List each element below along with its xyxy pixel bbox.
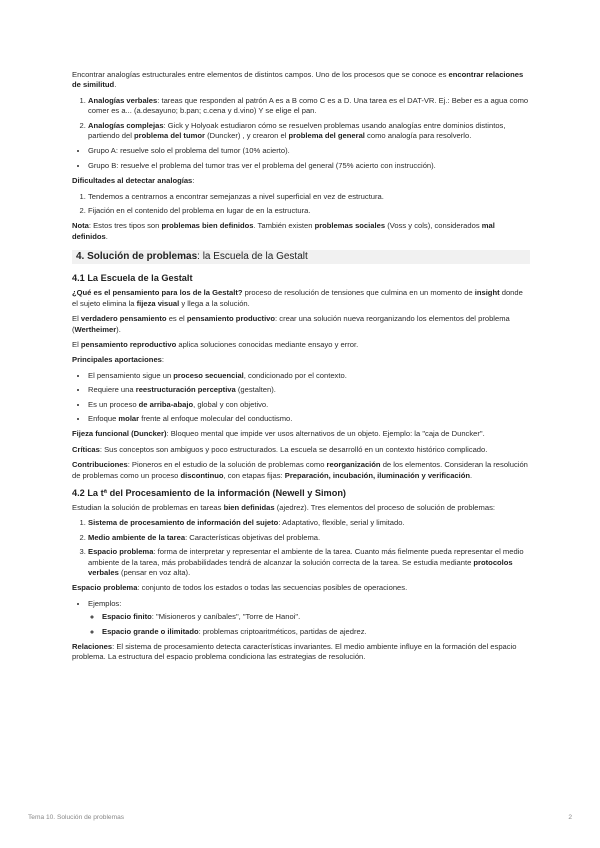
document-body (72, 70, 530, 668)
list-item: ◦ Espacio grande o ilimitado: problemas criptoaritméticos, partidas de ajedrez. (102, 627, 530, 637)
procesamiento-intro: Estudian la solución de problemas en tareas bien definidas (ajedrez). Tres elementos del proceso de solución de problemas: (72, 502, 495, 512)
dificultades-list (72, 192, 530, 217)
relaciones: Relaciones: El sistema de procesamiento detecta características invariantes. El medio ambiente influye en la formación del espacio problema. La estructura del espacio problema condiciona las estrategias de resolución. (72, 642, 517, 662)
intro-bold: encontrar relaciones de similitud (72, 70, 524, 90)
list-item: 1. Analogías verbales: tareas que responden al patrón A es a B como C es a D. Una tarea es el DAT-VR. Ej.: Beber es a agua como comer es a... (a.desayuno; b.pan; c.cena y d.vino) Y se elige el pan. (88, 96, 530, 117)
section-4-heading: 4. Solución de problemas: la Escuela de la Gestalt (72, 250, 530, 264)
procesamiento-list (72, 518, 530, 578)
list-item: 1. Tendemos a centrarnos a encontrar semejanzas a nivel superficial en vez de estructura. (88, 192, 530, 202)
ejemplos-sublist (88, 612, 530, 637)
list-item: • Requiere una reestructuración perceptiva (gestalten). (88, 385, 530, 395)
list-item: 2. Analogías complejas: Gick y Holyoak estudiaron cómo se resuelven problemas usando analogías entre dominios distintos, partiendo del problema del tumor (Duncker) , y crearon el problema del general como analogía para resolverlo. (88, 121, 530, 142)
analogias-list (72, 96, 530, 142)
espacio-problema: Espacio problema: conjunto de todos los estados o todas las secuencias posibles de operaciones. (72, 583, 408, 593)
list-item: • Grupo B: resuelve el problema del tumor tras ver el problema del general (75% acierto con instrucción). (88, 161, 530, 171)
list-item: • Enfoque molar frente al enfoque molecular del conductismo. (88, 414, 530, 424)
list-item: • Es un proceso de arriba-abajo, global y con objetivo. (88, 400, 530, 410)
footer-title: Tema 10. Solución de problemas (28, 814, 125, 821)
nota-paragraph: Nota: Estos tres tipos son problemas bien definidos. También existen problemas sociales (Voss y cols), considerados mal definidos. (72, 221, 495, 241)
aportaciones-heading: Principales aportaciones: (72, 355, 165, 365)
list-item: • Ejemplos: ◦ Espacio finito: "Misioneros y caníbales", "Torre de Hanoi". ◦ Espacio grande o ilimitado: problemas criptoaritméticos, partidas de ajedrez. (88, 599, 530, 637)
contribuciones: Contribuciones: Pioneros en el estudio de la solución de problemas como reorganización de los elementos. Consideran la resolución de problemas como un proceso discontinuo, con etapas fijas: Preparación, incubación, iluminación y verificación. (72, 460, 528, 480)
intro-paragraph: Encontrar analogías estructurales entre elementos de distintos campos. Uno de los procesos que se conoce es encontrar relaciones de similitud. (72, 70, 524, 90)
list-item: 1. Sistema de procesamiento de información del sujeto: Adaptativo, flexible, serial y limitado. (88, 518, 530, 528)
grupos-list (72, 146, 530, 171)
list-item: • El pensamiento sigue un proceso secuencial, condicionado por el contexto. (88, 371, 530, 381)
pensamiento-reproductivo: El pensamiento reproductivo aplica soluciones conocidas mediante ensayo y error. (72, 339, 359, 349)
ejemplos-list (72, 599, 530, 637)
section-4-2-heading: 4.2 La tª del Procesamiento de la información (Newell y Simon) (72, 487, 346, 498)
list-item: ◦ Espacio finito: "Misioneros y caníbales", "Torre de Hanoi". (102, 612, 530, 622)
fijeza-funcional: Fijeza funcional (Duncker): Bloqueo mental que impide ver usos alternativos de un objeto. Ejemplo: la "caja de Duncker". (72, 429, 485, 439)
dificultades-heading: Dificultades al detectar analogías: (72, 176, 195, 186)
verdadero-pensamiento: El verdadero pensamiento es el pensamiento productivo: crear una solución nueva reorganizando los elementos del problema (Wertheimer). (72, 314, 510, 334)
section-4-1-heading: 4.1 La Escuela de la Gestalt (72, 273, 193, 284)
list-item: 2. Fijación en el contenido del problema en lugar de en la estructura. (88, 206, 530, 216)
page-number: 2 (568, 814, 572, 821)
criticas: Críticas: Sus conceptos son ambiguos y poco estructurados. La escuela se desarrolló en un contexto histórico complicado. (72, 444, 488, 454)
aportaciones-list (72, 371, 530, 425)
list-item: • Grupo A: resuelve solo el problema del tumor (10% acierto). (88, 146, 530, 156)
list-item: 3. Espacio problema: forma de interpretar y representar el ambiente de la tarea. Cuanto más fielmente pueda representar el medio ambiente de la tarea, más probabilidades tendrá de alcanzar la solución correcta de la tarea. Se estudia mediante protocolos verbales (pensar en voz alta). (88, 547, 530, 578)
list-item: 2. Medio ambiente de la tarea: Características objetivas del problema. (88, 533, 530, 543)
gestalt-question: ¿Qué es el pensamiento para los de la Gestalt? proceso de resolución de tensiones que culmina en un momento de insight donde el sujeto elimina la fijeza visual y llega a la solución. (72, 288, 523, 308)
